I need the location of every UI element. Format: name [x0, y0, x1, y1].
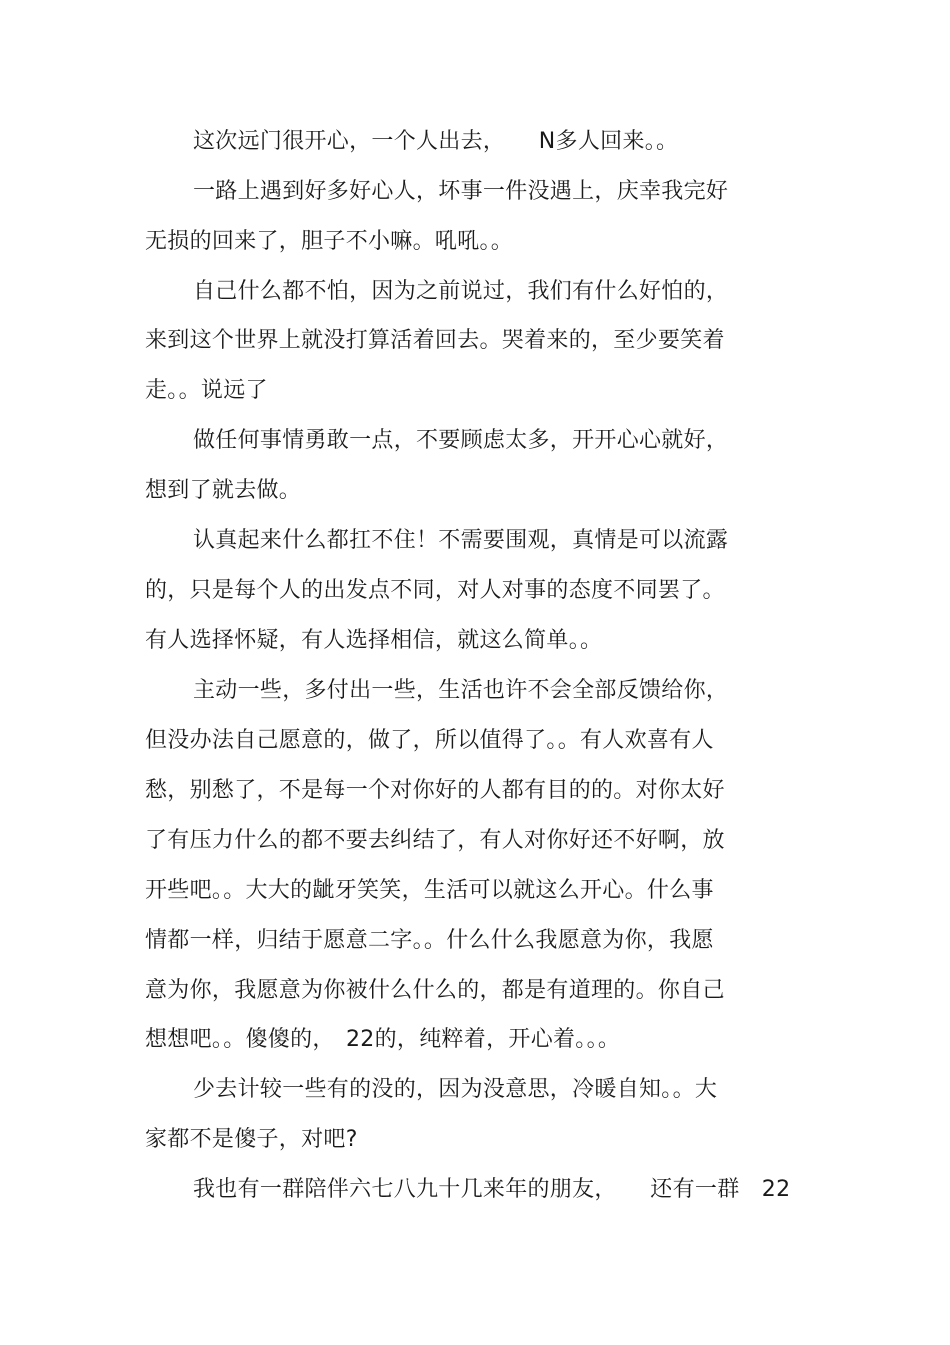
text-line: 我也有一群陪伴六七八九十几来年的朋友， 还有一群 22: [193, 1177, 791, 1202]
text-line: 自己什么都不怕，因为之前说过，我们有什么好怕的，: [193, 279, 729, 304]
text-line: 认真起来什么都扛不住！不需要围观，真情是可以流露: [193, 528, 729, 553]
text-line: 愁，别愁了，不是每一个对你好的人都有目的的。对你太好: [145, 778, 725, 803]
text-line: 这次远门很开心，一个人出去， N多人回来。。: [193, 129, 679, 154]
text-line: 家都不是傻子，对吧?: [145, 1127, 358, 1152]
text-line: 无损的回来了，胆子不小嘛。吼吼。。: [145, 229, 514, 254]
text-line: 走。。说远了: [145, 378, 268, 403]
text-line: 做任何事情勇敢一点，不要顾虑太多，开开心心就好，: [193, 428, 729, 453]
text-line: 意为你，我愿意为你被什么什么的，都是有道理的。你自己: [145, 978, 725, 1003]
text-line: 但没办法自己愿意的，做了，所以值得了。。有人欢喜有人: [145, 728, 714, 753]
text-line: 想到了就去做。: [145, 478, 302, 503]
text-line: 开些吧。。大大的龇牙笑笑，生活可以就这么开心。什么事: [145, 878, 714, 903]
text-line: 少去计较一些有的没的，因为没意思，冷暖自知。。大: [193, 1077, 718, 1102]
text-line: 有人选择怀疑，有人选择相信，就这么简单。。: [145, 628, 603, 653]
text-line: 来到这个世界上就没打算活着回去。哭着来的，至少要笑着: [145, 328, 725, 353]
text-line: 的，只是每个人的出发点不同，对人对事的态度不同罢了。: [145, 578, 725, 603]
text-line: 主动一些，多付出一些，生活也许不会全部反馈给你，: [193, 678, 729, 703]
text-line: 情都一样，归结于愿意二字。。什么什么我愿意为你，我愿: [145, 928, 714, 953]
text-line: 了有压力什么的都不要去纠结了，有人对你好还不好啊，放: [145, 828, 725, 853]
text-line: 想想吧。。傻傻的， 22的，纯粹着，开心着。。。: [145, 1027, 621, 1052]
text-line: 一路上遇到好多好心人，坏事一件没遇上，庆幸我完好: [193, 179, 729, 204]
